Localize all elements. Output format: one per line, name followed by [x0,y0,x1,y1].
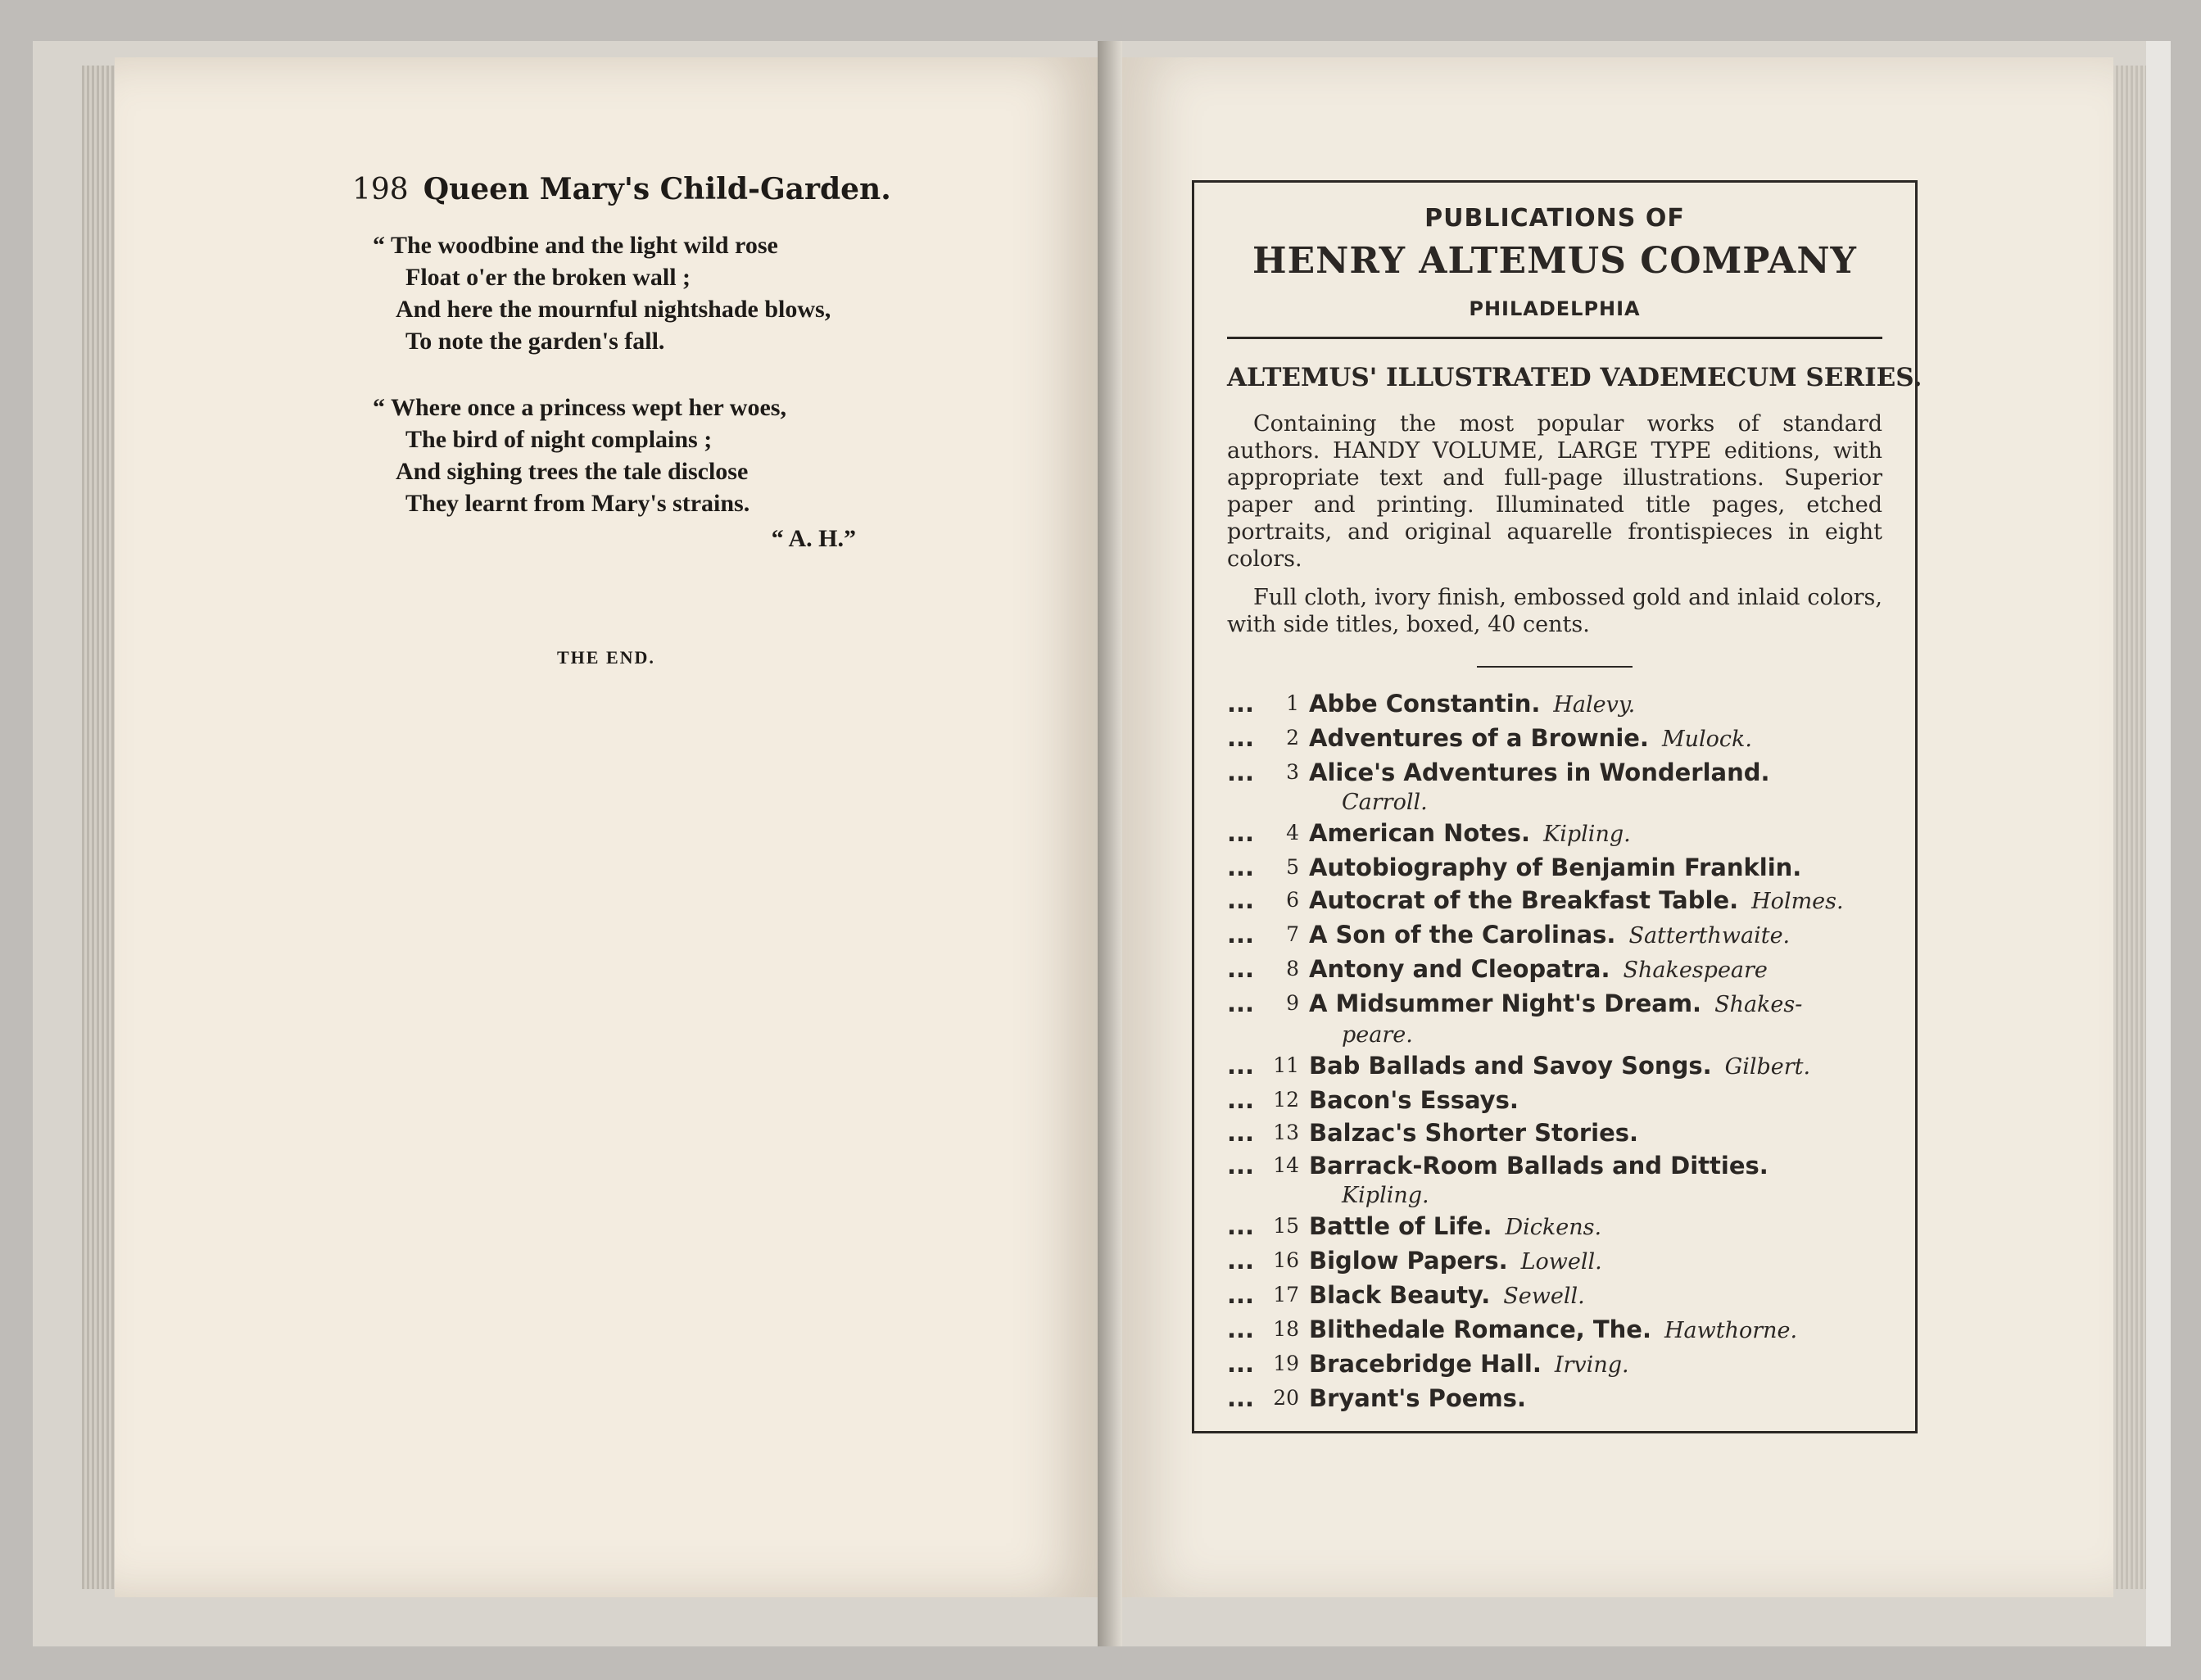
poem-line: And sighing trees the tale disclose [396,458,749,485]
poem-line: To note the garden's fall. [405,328,665,355]
page-number: 198 [352,173,409,206]
book-number: 19 [1273,1352,1299,1375]
binding-text: Full cloth, ivory finish, embossed gold and inlaid colors, with side titles, boxed, 40 cents. [1227,585,1882,637]
leader-dots: ... [1227,854,1255,881]
left-page-edges [82,66,115,1589]
leader-dots: ... [1227,724,1255,752]
book-number: 15 [1273,1214,1299,1238]
book-list [1227,687,1882,1415]
company-city: PHILADELPHIA [1469,297,1641,320]
book-list-item [1227,1049,1882,1084]
book-number: 8 [1286,957,1299,980]
book-list-item [1227,918,1882,953]
leader-dots: ... [1227,1086,1255,1114]
poem-signature: “ A. H.” [771,525,856,552]
series-description [1227,410,1882,650]
book-title: Autocrat of the Breakfast Table. [1309,886,1739,914]
book-author: Shakes- [1714,992,1803,1017]
book-number: 7 [1286,922,1299,946]
book-list-item [1227,987,1882,1049]
book-author: Halevy. [1553,692,1636,718]
leader-dots: ... [1227,1212,1255,1240]
book-number: 11 [1273,1053,1299,1077]
book-author: Lowell. [1520,1249,1602,1275]
poem-line: Float o'er the broken wall ; [405,264,691,291]
book-author: Shakespeare [1623,958,1768,983]
book-title: Abbe Constantin. [1309,690,1541,718]
book-number: 6 [1286,888,1299,912]
book-list-item [1227,817,1882,851]
book-list-item [1227,851,1882,884]
book-title: A Midsummer Night's Dream. [1309,989,1702,1017]
book-number: 18 [1273,1317,1299,1341]
book-number: 13 [1273,1121,1299,1144]
book-author: Gilbert. [1724,1054,1811,1080]
running-title: Queen Mary's Child-Garden. [423,172,891,206]
book-number: 3 [1286,760,1299,784]
book-title: A Son of the Carolinas. [1309,921,1616,949]
book-gutter [1098,41,1122,1646]
description-text: Containing the most popular works of standard authors. HANDY VOLUME, LARGE TYPE editions, with appropriate text and full-page illustrations. Superior paper and printing. Illuminated title pages, etched portraits, and original aquarelle frontispieces in eight colors. [1227,411,1882,572]
book-author: Kipling. [1342,1183,1429,1208]
book-list-item [1227,1116,1882,1149]
book-author-continued: peare. [1342,1022,1413,1048]
book-author: Irving. [1554,1352,1629,1378]
book-author: Satterthwaite. [1628,923,1791,949]
poem-line: The bird of night complains ; [405,426,713,453]
short-divider [1477,666,1633,668]
book-cover-edge [2146,41,2171,1646]
leader-dots: ... [1227,1152,1255,1180]
book-number: 16 [1273,1248,1299,1272]
leader-dots: ... [1227,1350,1255,1378]
publications-of: PUBLICATIONS OF [1424,204,1685,233]
book-list-item [1227,953,1882,987]
divider-rule [1227,337,1882,339]
leader-dots: ... [1227,1247,1255,1275]
book-author: Sewell. [1503,1284,1585,1309]
book-author: Hawthorne. [1664,1318,1798,1343]
book-title: Black Beauty. [1309,1281,1491,1309]
poem-line: “ The woodbine and the light wild rose [373,232,778,259]
poem-line: They learnt from Mary's strains. [405,490,750,517]
book-list-item [1227,1347,1882,1382]
publisher-advertisement [1192,180,1922,1433]
book-number: 14 [1273,1153,1299,1177]
book-number: 1 [1286,691,1299,715]
running-header [352,172,926,206]
book-title: Bab Ballads and Savoy Songs. [1309,1052,1712,1080]
leader-dots: ... [1227,955,1255,983]
book-list-item [1227,884,1882,918]
book-list-item [1227,1210,1882,1244]
book-title: Biglow Papers. [1309,1247,1508,1275]
leader-dots: ... [1227,1052,1255,1080]
book-title: American Notes. [1309,819,1531,847]
book-author: Mulock. [1661,727,1752,752]
book-title: Barrack-Room Ballads and Ditties. [1309,1152,1768,1180]
leader-dots: ... [1227,758,1255,786]
book-list-item [1227,1313,1882,1347]
right-page-edges [2113,66,2146,1589]
book-number: 12 [1273,1088,1299,1112]
leader-dots: ... [1227,690,1255,718]
book-list-item [1227,1084,1882,1116]
book-title: Antony and Cleopatra. [1309,955,1610,983]
book-list-item [1227,1149,1882,1210]
book-list-item [1227,1244,1882,1279]
book-list-item [1227,722,1882,756]
poem-line: And here the mournful nightshade blows, [396,296,831,323]
leader-dots: ... [1227,1384,1255,1412]
book-title: Bryant's Poems. [1309,1384,1526,1412]
the-end: THE END. [557,647,655,668]
leader-dots: ... [1227,989,1255,1017]
book-number: 2 [1286,726,1299,749]
book-title: Alice's Adventures in Wonderland. [1309,758,1770,786]
poem-line: “ Where once a princess wept her woes, [373,394,786,421]
book-title: Balzac's Shorter Stories. [1309,1119,1639,1147]
book-title: Blithedale Romance, The. [1309,1315,1651,1343]
series-title: ALTEMUS' ILLUSTRATED VADEMECUM SERIES. [1227,363,1922,392]
book-number: 4 [1286,821,1299,845]
book-title: Battle of Life. [1309,1212,1492,1240]
book-list-item [1227,687,1882,722]
poem [373,229,946,555]
book-author: Carroll. [1342,790,1428,815]
book-list-item [1227,756,1882,817]
book-author: Holmes. [1751,889,1844,914]
book-number: 9 [1286,991,1299,1015]
leader-dots: ... [1227,1119,1255,1147]
leader-dots: ... [1227,921,1255,949]
book-list-item [1227,1279,1882,1313]
book-title: Autobiography of Benjamin Franklin. [1309,854,1802,881]
book-number: 20 [1273,1386,1299,1410]
book-number: 17 [1273,1283,1299,1306]
book-title: Bacon's Essays. [1309,1086,1519,1114]
leader-dots: ... [1227,1315,1255,1343]
company-name: HENRY ALTEMUS COMPANY [1252,240,1857,282]
book-title: Adventures of a Brownie. [1309,724,1649,752]
leader-dots: ... [1227,886,1255,914]
book-author: Dickens. [1505,1215,1602,1240]
book-title: Bracebridge Hall. [1309,1350,1542,1378]
book-list-item [1227,1382,1882,1415]
leader-dots: ... [1227,1281,1255,1309]
leader-dots: ... [1227,819,1255,847]
book-author: Kipling. [1543,822,1631,847]
book-number: 5 [1286,855,1299,879]
